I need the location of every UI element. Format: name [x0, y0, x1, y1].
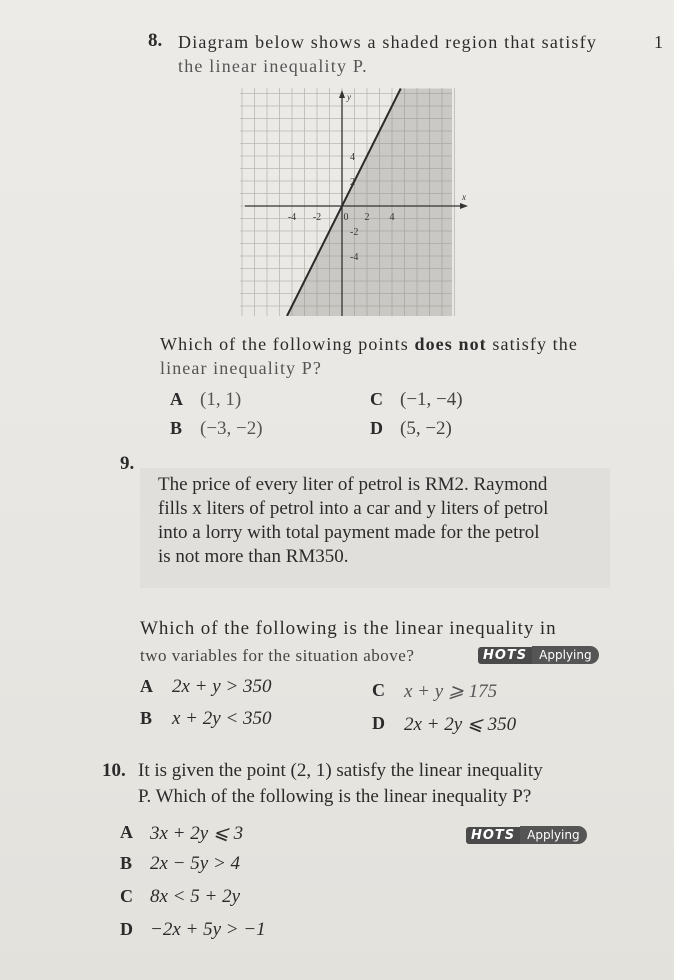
q10-line1: It is given the point (2, 1) satisfy the linear inequality	[138, 760, 543, 781]
q10-line2: P. Which of the following is the linear inequality P?	[138, 786, 532, 807]
q9-question-line2: two variables for the situation above?	[140, 646, 415, 665]
q9-hots-level: Applying	[532, 646, 598, 664]
q8-option-d-letter: D	[370, 418, 383, 438]
q8-graph	[240, 88, 472, 316]
q9-hots-label: HOTS	[478, 647, 532, 664]
q10-hots-label: HOTS	[466, 827, 520, 844]
q10-option-c-letter: C	[120, 886, 133, 906]
q9-hots-badge	[478, 646, 599, 664]
q8-option-c-text: (−1, −4)	[400, 389, 463, 410]
x-axis-label: x	[462, 192, 466, 202]
q8-graph-svg	[240, 88, 472, 316]
q8-option-b-text: (−3, −2)	[200, 418, 263, 439]
q8-option-a-letter: A	[170, 389, 183, 409]
q9-option-d-letter: D	[372, 713, 385, 733]
x-tick-label: -4	[287, 212, 297, 223]
q10-option-d-text: −2x + 5y > −1	[150, 919, 266, 940]
q9-option-b-text: x + 2y < 350	[172, 708, 272, 729]
q8-question-bold: does not	[414, 334, 487, 354]
q9-option-b-letter: B	[140, 708, 153, 728]
q10-option-b-letter: B	[120, 853, 133, 873]
q8-option-c-letter: C	[370, 389, 383, 409]
q10-option-d-letter: D	[120, 919, 133, 939]
q9-option-d-text: 2x + 2y ⩽ 350	[404, 714, 517, 735]
q8-marks: 1	[654, 32, 664, 52]
y-tick-label: -4	[350, 252, 359, 263]
q9-question-line1: Which of the following is the linear inequality in	[140, 618, 557, 639]
y-tick-label: 2	[350, 177, 355, 188]
q10-hots-level: Applying	[520, 826, 586, 844]
y-tick-label: -2	[350, 227, 359, 238]
shaded-region	[287, 89, 452, 317]
q8-question-post: satisfy the	[486, 334, 578, 354]
x-axis-arrow	[460, 203, 468, 209]
q10-option-a-text: 3x + 2y ⩽ 3	[150, 823, 244, 844]
q8-option-a-text: (1, 1)	[200, 389, 242, 410]
y-tick-label: 4	[350, 152, 355, 163]
q9-option-c-text: x + y ⩾ 175	[404, 681, 498, 702]
q8-stem-line1: Diagram below shows a shaded region that satisfy	[178, 32, 598, 52]
q9-option-a-letter: A	[140, 676, 153, 696]
q8-option-b-letter: B	[170, 418, 183, 438]
q9-number: 9.	[120, 453, 135, 474]
q10-option-b-text: 2x − 5y > 4	[150, 853, 241, 874]
q8-question-line2: linear inequality P?	[160, 358, 322, 378]
q10-number: 10.	[102, 760, 126, 781]
x-tick-label: 4	[389, 212, 395, 223]
y-axis-arrow	[339, 90, 345, 98]
q10-option-a-letter: A	[120, 822, 133, 842]
q9-option-c-letter: C	[372, 680, 385, 700]
y-axis-label: y	[347, 92, 351, 102]
q8-question-pre: Which of the following points	[160, 334, 415, 354]
x-tick-label: 0	[343, 212, 349, 223]
x-tick-label: -2	[312, 212, 322, 223]
q9-box-line2: fills x liters of petrol into a car and y liters of petrol	[158, 498, 549, 519]
q9-box-line3: into a lorry with total payment made for the petrol	[158, 522, 540, 543]
q8-number: 8.	[148, 30, 163, 51]
x-tick-label: 2	[364, 212, 370, 223]
q8-stem-line2: the linear inequality P.	[178, 56, 368, 76]
q8-question-line1	[160, 333, 578, 355]
q10-hots-badge	[466, 826, 587, 844]
q10-option-c-text: 8x < 5 + 2y	[150, 886, 241, 907]
q8-option-d-text: (5, −2)	[400, 418, 452, 439]
q9-box-line4: is not more than RM350.	[158, 546, 349, 567]
q9-box-line1: The price of every liter of petrol is RM2. Raymond	[158, 474, 548, 495]
q9-option-a-text: 2x + y > 350	[172, 676, 272, 697]
